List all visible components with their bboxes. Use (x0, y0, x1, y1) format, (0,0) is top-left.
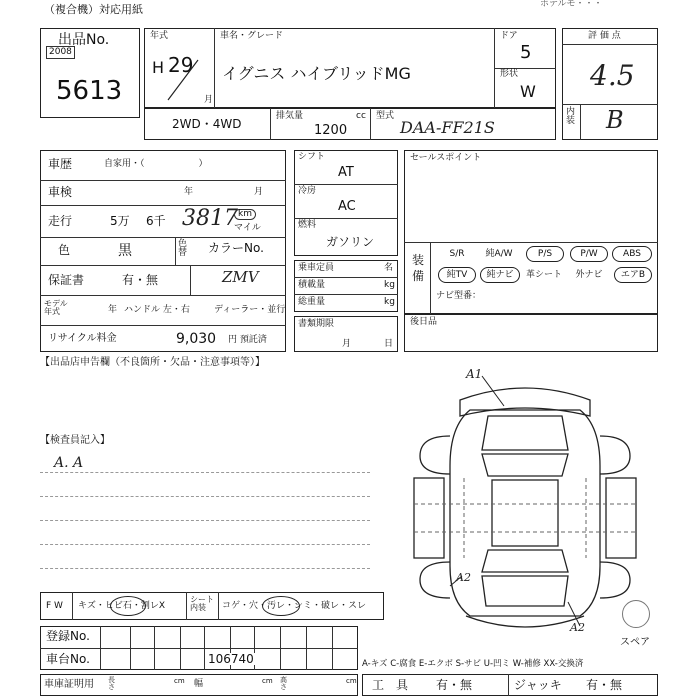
doc-deadline-label: 書類期限 (298, 319, 335, 329)
shape: W (520, 82, 536, 101)
chassis-label: 車台No. (46, 652, 90, 666)
load-unit: kg (384, 280, 395, 290)
km-unit: km (234, 209, 256, 220)
usage: 自家用・（ ） (104, 159, 208, 169)
dealer-label: ディーラー・並行 (214, 305, 286, 315)
seat-items: コゲ・穴・汚レ・シミ・破レ・スレ (222, 601, 367, 611)
inspection-label: 車検 (48, 185, 73, 199)
option-abs: ABS (612, 246, 652, 262)
displacement: 1200 (314, 123, 348, 138)
color-no-label: カラーNo. (208, 241, 264, 255)
lot-year-box: 2008 (46, 46, 75, 59)
mileage-man: 5万 (110, 214, 130, 228)
door-label: ドア (500, 31, 518, 41)
inspector-note: A. A (54, 455, 84, 471)
capacity-label: 乗車定員 (298, 263, 335, 273)
shift-label: シフト (298, 152, 326, 162)
name-label: 車名・グレード (220, 31, 284, 41)
after-delivery-box (404, 314, 658, 352)
model: DAA-FF21S (400, 118, 495, 137)
tools-label: 工 具 (372, 678, 409, 692)
seat-label: シート内装 (190, 595, 214, 612)
month-label: 月 (204, 95, 214, 105)
doc-month: 月 (342, 339, 352, 349)
legend: A-キズ C-腐食 E-エクボ S-サビ U-凹ミ W-補修 XX-交換済 (362, 659, 584, 669)
displacement-label: 排気量 (276, 111, 304, 121)
recycle-amount: 9,030 (176, 331, 217, 347)
jack-value: 有・無 (586, 678, 623, 692)
doc-day: 日 (384, 339, 394, 349)
year-slash (162, 53, 202, 106)
mileage-hand: 3817 (182, 206, 238, 231)
ac-label: 冷房 (298, 186, 317, 196)
car-diagram (400, 366, 660, 646)
shape-label: 形状 (500, 69, 519, 79)
option-jun-aw: 純A/W (485, 249, 513, 259)
cm-3: cm (346, 677, 357, 685)
cert-label: 車庫証明用 (44, 679, 94, 690)
fw-circle (110, 596, 146, 616)
weight-unit: kg (384, 297, 395, 307)
top-right-note: ホテルモ・・・ (540, 0, 603, 9)
warranty-label: 保証書 (48, 273, 85, 287)
fuel: ガソリン (326, 235, 375, 249)
weight-label: 総重量 (298, 297, 326, 307)
seller-notes-label: 【出品店申告欄（不良箇所・欠品・注意事項等）】 (40, 357, 265, 368)
cm-1: cm (174, 677, 185, 685)
load-label: 積載量 (298, 280, 326, 290)
interior-label: 内装 (566, 107, 576, 126)
mark-a2-bottom: A2 (570, 621, 585, 634)
seat-circle (262, 596, 300, 616)
option-ext-navi: 外ナビ (575, 270, 603, 280)
year-value: 29 (168, 53, 194, 77)
color-value: 黒 (118, 243, 132, 259)
lot-number: 5613 (56, 76, 123, 106)
handle-label: ハンドル 左・右 (124, 305, 190, 315)
vehicle-name: イグニス ハイブリッドMG (222, 64, 411, 83)
option-sr: S/R (449, 249, 465, 259)
recycle-label: リサイクル料金 (48, 333, 117, 344)
color-no: ZMV (222, 268, 259, 286)
equip-label: 装備 (412, 253, 425, 283)
option-jun-tv: 純TV (438, 267, 476, 283)
color-label: 色 (58, 243, 71, 257)
navi-model-label: ナビ型番： (436, 291, 482, 301)
shaken-label: 車歴 (48, 157, 73, 171)
cm-2: cm (262, 677, 273, 685)
capacity-unit: 名 (384, 263, 394, 273)
mileage-label: 走行 (48, 214, 73, 228)
chassis-number: 106740 (208, 652, 254, 666)
mileage-sen: 6千 (146, 214, 166, 228)
warranty-value: 有・無 (122, 273, 159, 287)
mark-a1: A1 (466, 367, 483, 381)
lot-label: 出品No. (58, 32, 110, 48)
option-jun-navi: 純ナビ (480, 267, 520, 283)
cc-unit: cc (356, 111, 366, 121)
option-ps: P/S (526, 246, 564, 262)
option-pw: P/W (570, 246, 608, 262)
inspection-year: 年 (184, 187, 194, 197)
color-change-label: 色替 (178, 239, 188, 258)
fw-label: F W (46, 601, 63, 611)
model-year-year: 年 (108, 305, 118, 315)
option-leather: 革シート (525, 270, 562, 280)
sales-box (404, 150, 658, 314)
era: H (152, 58, 165, 77)
inspection-month: 月 (254, 187, 264, 197)
grade-label: 評 価 点 (588, 31, 621, 41)
height-label: 高さ (280, 676, 287, 691)
form-note: （複合機）対応用紙 (44, 3, 143, 16)
sales-label: セールスポイント (410, 153, 482, 163)
ac: AC (338, 199, 356, 214)
model-label: 型式 (376, 111, 395, 121)
grade-score: 4.5 (590, 59, 635, 92)
inspector-label: 【検査員記入】 (40, 435, 110, 446)
jack-label: ジャッキ (514, 678, 562, 692)
shift: AT (338, 165, 354, 180)
tools-value: 有・無 (436, 678, 473, 692)
after-delivery-label: 後日品 (410, 317, 438, 327)
mark-a2-left: A2 (456, 571, 471, 584)
mile-unit: マイル (234, 223, 261, 233)
width-label: 幅 (194, 679, 204, 689)
reg-label: 登録No. (46, 629, 90, 643)
spare-circle (622, 600, 650, 628)
year-label: 年式 (150, 31, 169, 41)
recycle-unit: 円 預託済 (228, 335, 267, 345)
model-year-label: モデル年式 (44, 299, 68, 316)
length-label: 長さ (108, 676, 115, 691)
doors: 5 (520, 42, 532, 63)
option-airbag: エアB (614, 267, 652, 283)
drive: 2WD・4WD (172, 117, 242, 131)
fw-items: キズ・ヒビ石・割レX (78, 601, 165, 611)
interior-grade: B (606, 106, 624, 134)
fuel-label: 燃料 (298, 220, 317, 230)
spare-label: スペア (620, 637, 650, 648)
